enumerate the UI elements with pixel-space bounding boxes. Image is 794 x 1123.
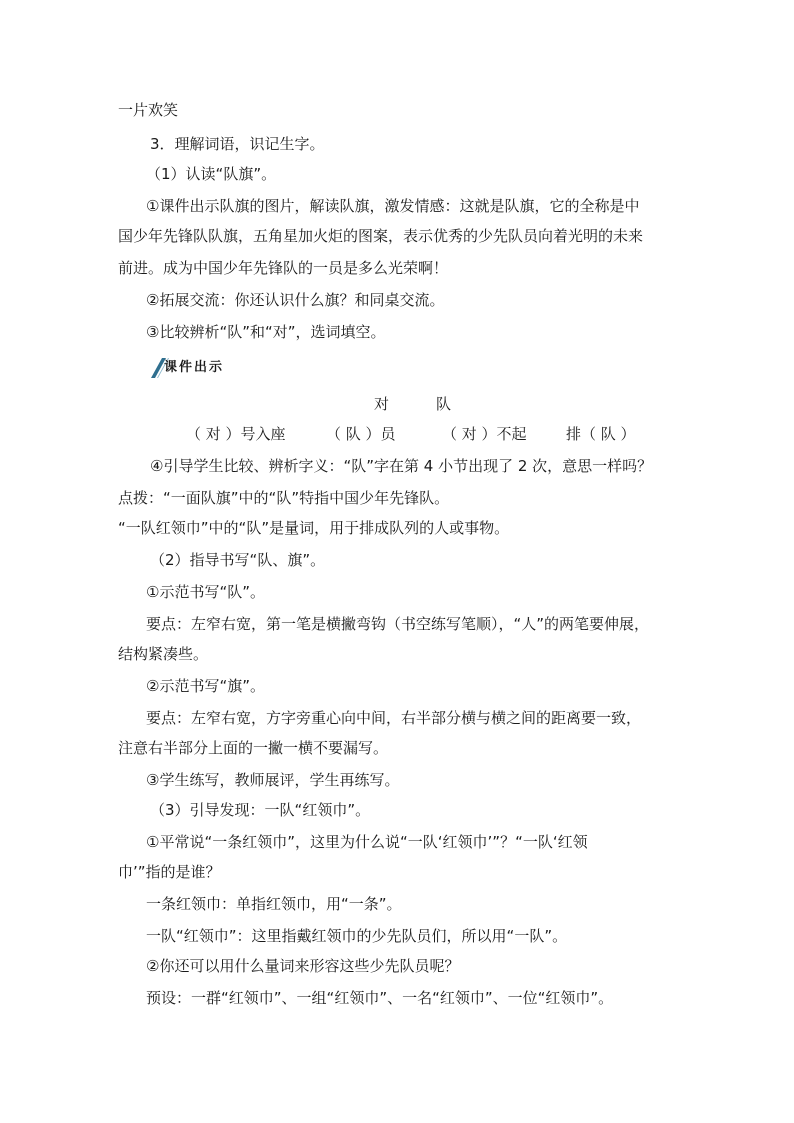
text-line: 预设：一群“红领巾”、一组“红领巾”、一名“红领巾”、一位“红领巾”。: [146, 989, 614, 1007]
text-line: ③学生练写，教师展评，学生再练写。: [146, 771, 400, 789]
text-line: ①示范书写“队”。: [146, 583, 265, 601]
text-line: 注意右半部分上面的一撇一横不要漏写。: [118, 739, 389, 757]
courseware-badge: [148, 356, 238, 380]
fill-item: 排（ 队 ）: [566, 425, 636, 443]
subsection-heading: （3）引导发现：一队“红领巾”。: [150, 801, 371, 819]
section-heading: 3．理解词语，识记生字。: [150, 135, 325, 153]
text-line: ②拓展交流：你还认识什么旗？和同桌交流。: [146, 291, 445, 309]
fill-item: （ 对 ）不起: [442, 425, 527, 443]
fill-item: （ 对 ）号入座: [186, 425, 286, 443]
text-line: 国少年先锋队队旗，五角星加火炬的图案，表示优秀的少先队员向着光明的未来: [118, 227, 644, 245]
subsection-heading: （2）指导书写“队、旗”。: [150, 551, 326, 569]
text-line: “一队红领巾”中的“队”是量词，用于排成队列的人或事物。: [118, 519, 510, 537]
text-line: ②你还可以用什么量词来形容这些少先队员呢？: [146, 957, 460, 975]
text-line: 结构紧凑些。: [118, 645, 209, 663]
text-line: 一条红领巾：单指红领巾，用“一条”。: [146, 895, 402, 913]
text-line: 点拨：“一面队旗”中的“队”特指中国少年先锋队。: [118, 489, 450, 507]
text-line: ③比较辨析“队”和“对”，选词填空。: [146, 323, 386, 341]
text-line: ②示范书写“旗”。: [146, 677, 265, 695]
badge-label: 课件出示: [164, 360, 225, 375]
text-line: ①课件出示队旗的图片，解读队旗，激发情感：这就是队旗，它的全称是中: [146, 197, 640, 215]
text-line: 巾’”指的是谁？: [118, 863, 221, 881]
word-choice: 队: [436, 395, 452, 413]
text-line: 一片欢笑: [118, 101, 179, 119]
text-line: 前进。成为中国少年先锋队的一员是多么光荣啊！: [118, 259, 449, 277]
text-line: 要点：左窄右宽，第一笔是横撇弯钩（书空练写笔顺），“人”的两笔要伸展，: [146, 615, 650, 633]
subsection-heading: （1）认读“队旗”。: [146, 165, 277, 183]
text-line: 一队“红领巾”：这里指戴红领巾的少先队员们，所以用“一队”。: [146, 927, 568, 945]
word-choices: [368, 394, 488, 414]
fill-item: （ 队 ）员: [326, 425, 396, 443]
fill-in-row: [186, 424, 646, 444]
text-line: ①平常说“一条红领巾”，这里为什么说“一队‘红领巾’”？“一队‘红领: [146, 833, 588, 851]
text-line: 要点：左窄右宽，方字旁重心向中间，右半部分横与横之间的距离要一致，: [146, 709, 642, 727]
text-line: ④引导学生比较、辨析字义：“队”字在第 4 小节出现了 2 次，意思一样吗？: [150, 457, 653, 475]
word-choice: 对: [374, 395, 390, 413]
